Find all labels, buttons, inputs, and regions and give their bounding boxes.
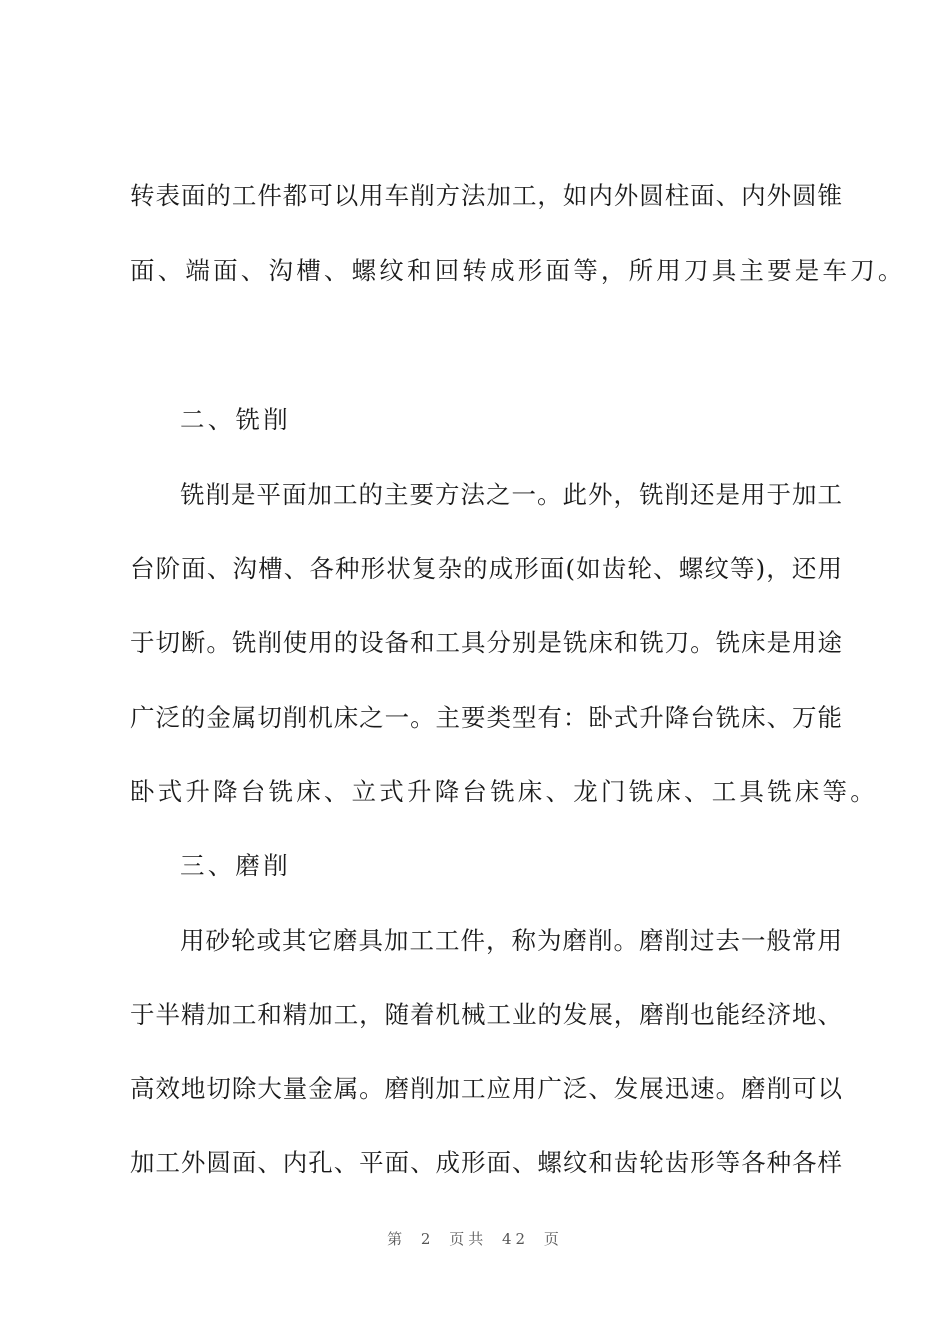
paragraph-line: 于切断。铣削使用的设备和工具分别是铣床和铣刀。铣床是用途 <box>130 628 842 657</box>
paragraph-line: 加工外圆面、内孔、平面、成形面、螺纹和齿轮齿形等各种各样 <box>130 1148 842 1177</box>
paragraph-line: 转表面的工件都可以用车削方法加工，如内外圆柱面、内外圆锥 <box>130 181 842 210</box>
section-heading-grinding: 三、磨削 <box>180 851 291 880</box>
page-number-footer: 第 2 页共 42 页 <box>387 1230 563 1248</box>
section-heading-milling: 二、铣削 <box>180 405 291 434</box>
paragraph-line: 卧式升降台铣床、立式升降台铣床、龙门铣床、工具铣床等。 <box>130 777 878 806</box>
paragraph-line: 面、端面、沟槽、螺纹和回转成形面等，所用刀具主要是车刀。 <box>130 256 906 285</box>
paragraph-line: 铣削是平面加工的主要方法之一。此外，铣削还是用于加工 <box>180 480 842 509</box>
paragraph-line: 台阶面、沟槽、各种形状复杂的成形面(如齿轮、螺纹等)，还用 <box>130 554 842 583</box>
paragraph-line: 于半精加工和精加工，随着机械工业的发展，磨削也能经济地、 <box>130 1000 842 1029</box>
paragraph-line: 广泛的金属切削机床之一。主要类型有：卧式升降台铣床、万能 <box>130 703 842 732</box>
paragraph-line: 用砂轮或其它磨具加工工件，称为磨削。磨削过去一般常用 <box>180 926 842 955</box>
paragraph-line: 高效地切除大量金属。磨削加工应用广泛、发展迅速。磨削可以 <box>130 1074 842 1103</box>
